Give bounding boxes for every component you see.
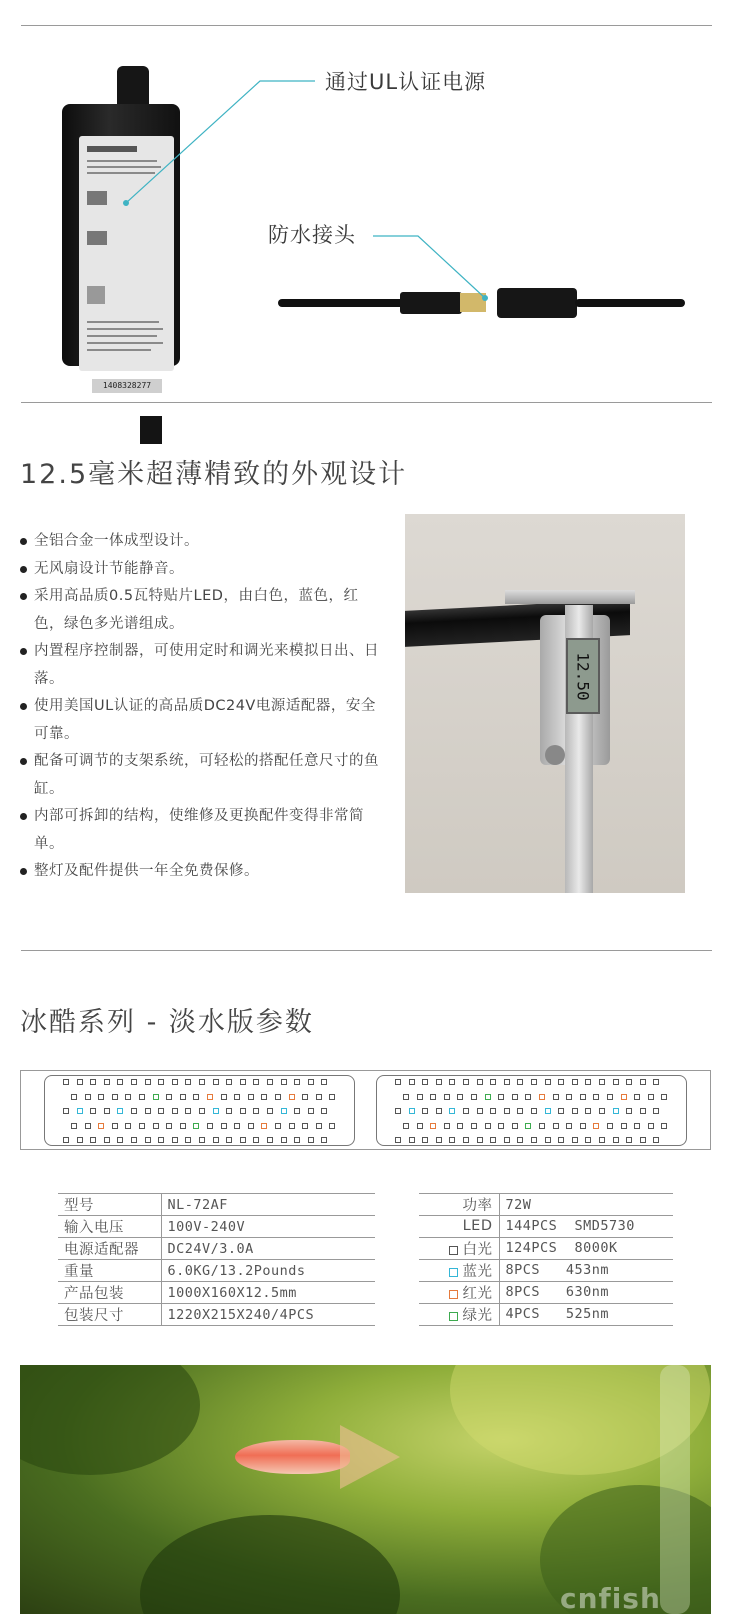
led-chip [477,1079,483,1085]
led-chip [558,1108,564,1114]
led-chip [302,1123,308,1129]
led-chip [172,1079,178,1085]
led-chip [457,1123,463,1129]
spec-row [58,1238,375,1260]
led-chip [553,1094,559,1100]
spec-value: 100V-240V [161,1216,375,1238]
spec-label-text: 重量 [64,1264,94,1280]
zebra-danio-fish [235,1440,350,1474]
led-chip [98,1123,104,1129]
led-chip [504,1137,510,1143]
led-chip [436,1079,442,1085]
led-chip [294,1137,300,1143]
led-chip [193,1123,199,1129]
spec-label [58,1194,161,1216]
led-chip [395,1137,401,1143]
led-chip [463,1108,469,1114]
spec-row [419,1237,673,1259]
led-chip [77,1137,83,1143]
spec-label-text: 功率 [462,1198,493,1214]
spec-value: 1220X215X240/4PCS [161,1304,375,1326]
led-chip [294,1079,300,1085]
led-chip [275,1094,281,1100]
led-chip [207,1094,213,1100]
spec-label-text: LED [462,1218,493,1235]
callout-leader-ul [120,78,320,208]
spec-label-text: 型号 [64,1198,94,1214]
led-chip [63,1137,69,1143]
caliper-thumbwheel [545,745,565,765]
feature-list [20,528,380,886]
callout-ul-certified: 通过UL认证电源 [325,70,487,94]
led-chip [485,1094,491,1100]
spec-label-text: 白光 [462,1241,493,1258]
led-chip [321,1137,327,1143]
led-chip [607,1123,613,1129]
spec-row [419,1216,673,1238]
led-chip [185,1137,191,1143]
spec-row [419,1259,673,1281]
led-chip [517,1108,523,1114]
led-chip [539,1123,545,1129]
led-chip [267,1137,273,1143]
led-chip [585,1079,591,1085]
led-chip [221,1123,227,1129]
spec-label [58,1216,161,1238]
color-swatch-icon [449,1290,458,1299]
led-chip [153,1094,159,1100]
led-chip [471,1094,477,1100]
led-chip [172,1108,178,1114]
feature-item: 内置程序控制器，可使用定时和调光来模拟日出、日落。 [20,638,380,693]
led-chip [444,1094,450,1100]
led-chip [422,1079,428,1085]
spec-label [58,1260,161,1282]
spec-value: 1000X160X12.5mm [161,1282,375,1304]
led-chip [553,1123,559,1129]
led-chip [648,1123,654,1129]
led-chip [321,1079,327,1085]
aquarium-fish-photo [20,1365,711,1614]
led-chip [71,1123,77,1129]
led-chip [85,1123,91,1129]
fish-tail [340,1425,400,1489]
led-chip [572,1108,578,1114]
led-chip [289,1123,295,1129]
spec-label [419,1259,499,1281]
led-chip [294,1108,300,1114]
spec-table-left [58,1193,375,1326]
led-chip [281,1137,287,1143]
spec-row [58,1260,375,1282]
led-chip [417,1123,423,1129]
callout-leader-waterproof [370,228,500,308]
led-chip [248,1123,254,1129]
led-chip [104,1079,110,1085]
led-chip [63,1108,69,1114]
led-chip [117,1137,123,1143]
led-chip [158,1079,164,1085]
led-chip [634,1094,640,1100]
led-chip [580,1094,586,1100]
led-chip [430,1094,436,1100]
led-chip [71,1094,77,1100]
led-chip [621,1094,627,1100]
led-chip [572,1079,578,1085]
spec-value: 144PCS SMD5730 [499,1216,673,1238]
led-chip [613,1108,619,1114]
spec-label [419,1303,499,1325]
led-chip [634,1123,640,1129]
led-chip [316,1123,322,1129]
spec-label-text: 蓝光 [462,1263,493,1280]
led-chip [485,1123,491,1129]
led-chip [640,1079,646,1085]
led-chip [302,1094,308,1100]
led-chip [281,1079,287,1085]
spec-value: 8PCS 630nm [499,1281,673,1303]
spec-label-text: 输入电压 [64,1220,124,1236]
led-chip [240,1108,246,1114]
led-chip [463,1137,469,1143]
led-chip [585,1137,591,1143]
spec-row [419,1303,673,1325]
color-swatch-icon [449,1246,458,1255]
led-chip [199,1108,205,1114]
led-chip [572,1137,578,1143]
led-chip [653,1079,659,1085]
led-chip [422,1108,428,1114]
led-chip [308,1108,314,1114]
led-chip [117,1079,123,1085]
feature-item: 内部可拆卸的结构，使维修及更换配件变得非常简单。 [20,803,380,858]
led-chip [463,1079,469,1085]
spec-heading: 冰酷系列 - 淡水版参数 [20,1007,314,1038]
spec-row [419,1194,673,1216]
led-chip [640,1137,646,1143]
led-chip [207,1123,213,1129]
led-chip [63,1079,69,1085]
led-chip [558,1079,564,1085]
led-chip [104,1108,110,1114]
led-chip [90,1079,96,1085]
caliper-display: 12.50 [566,638,600,714]
led-chip [599,1137,605,1143]
spec-label-text: 红光 [462,1285,493,1302]
led-chip [449,1108,455,1114]
led-chip [531,1137,537,1143]
led-chip [539,1094,545,1100]
feature-item: 整灯及配件提供一年全免费保修。 [20,858,380,886]
led-chip [607,1094,613,1100]
led-chip [621,1123,627,1129]
led-chip [267,1079,273,1085]
led-chip [449,1137,455,1143]
led-chip [599,1108,605,1114]
led-chip [517,1137,523,1143]
spec-value: 72W [499,1194,673,1216]
led-chip [566,1123,572,1129]
led-chip [253,1108,259,1114]
led-chip [504,1108,510,1114]
led-chip [131,1079,137,1085]
dc-socket [497,288,577,318]
led-chip [226,1108,232,1114]
led-chip [430,1123,436,1129]
led-chip [261,1123,267,1129]
led-chip [545,1108,551,1114]
led-chip [261,1094,267,1100]
feature-item: 采用高品质0.5瓦特贴片LED，由白色，蓝色，红色，绿色多光谱组成。 [20,583,380,638]
led-chip [308,1079,314,1085]
led-chip [112,1123,118,1129]
led-chip [199,1137,205,1143]
led-chip [613,1079,619,1085]
spec-label [419,1194,499,1216]
led-chip [139,1123,145,1129]
design-heading: 12.5毫米超薄精致的外观设计 [20,459,408,490]
led-chip [166,1123,172,1129]
led-chip [226,1079,232,1085]
spec-row [419,1281,673,1303]
feature-item: 配备可调节的支架系统，可轻松的搭配任意尺寸的鱼缸。 [20,748,380,803]
led-chip [145,1108,151,1114]
led-chip [240,1079,246,1085]
led-chip [166,1094,172,1100]
led-chip [471,1123,477,1129]
color-swatch-icon [449,1268,458,1277]
spec-label [419,1237,499,1259]
led-chip [498,1123,504,1129]
led-chip [417,1094,423,1100]
spec-label [58,1238,161,1260]
led-chip [436,1108,442,1114]
led-chip [613,1137,619,1143]
led-chip [275,1123,281,1129]
spec-value: 6.0KG/13.2Pounds [161,1260,375,1282]
led-chip [125,1123,131,1129]
led-chip [77,1079,83,1085]
led-chip [525,1123,531,1129]
led-chip [545,1079,551,1085]
led-chip [403,1123,409,1129]
led-chip [329,1123,335,1129]
led-chip [185,1108,191,1114]
spec-row [58,1282,375,1304]
divider-2 [21,402,712,403]
led-chip [661,1094,667,1100]
led-chip [213,1079,219,1085]
led-chip [599,1079,605,1085]
led-chip [281,1108,287,1114]
spec-label [419,1216,499,1238]
spec-label-text: 包装尺寸 [64,1308,124,1324]
led-chip [490,1108,496,1114]
led-chip [477,1137,483,1143]
spec-table-right [419,1193,673,1326]
led-chip [316,1094,322,1100]
led-chip [580,1123,586,1129]
led-chip [267,1108,273,1114]
led-chip [566,1094,572,1100]
led-chip [640,1108,646,1114]
led-chip [139,1094,145,1100]
watermark-logo: cnfish [560,1582,661,1614]
led-chip [90,1137,96,1143]
spec-label [58,1304,161,1326]
led-chip [329,1094,335,1100]
led-chip [289,1094,295,1100]
led-chip [490,1079,496,1085]
spec-value: NL-72AF [161,1194,375,1216]
led-chip [158,1137,164,1143]
led-chip [545,1137,551,1143]
led-chip [403,1094,409,1100]
led-chip [234,1094,240,1100]
feature-item: 使用美国UL认证的高品质DC24V电源适配器，安全可靠。 [20,693,380,748]
led-chip [213,1108,219,1114]
led-chip [253,1079,259,1085]
led-chip [490,1137,496,1143]
led-chip [117,1108,123,1114]
led-chip [98,1094,104,1100]
led-chip [104,1137,110,1143]
led-chip [585,1108,591,1114]
led-chip [626,1137,632,1143]
top-divider [21,25,712,26]
spec-row [58,1304,375,1326]
led-chip [395,1079,401,1085]
divider-3 [21,950,712,951]
led-chip [321,1108,327,1114]
led-chip [593,1094,599,1100]
callout-waterproof-connector: 防水接头 [268,223,356,247]
spec-label-text: 绿光 [462,1307,493,1324]
led-chip [248,1094,254,1100]
led-chip [409,1137,415,1143]
led-chip [193,1094,199,1100]
feature-item: 全铝合金一体成型设计。 [20,528,380,556]
led-chip [517,1079,523,1085]
spec-label-text: 电源适配器 [64,1242,139,1258]
led-chip [498,1094,504,1100]
led-chip [504,1079,510,1085]
spec-value: 8PCS 453nm [499,1259,673,1281]
spec-label [419,1281,499,1303]
led-chip [153,1123,159,1129]
led-chip [436,1137,442,1143]
led-chip [661,1123,667,1129]
led-chip [525,1094,531,1100]
caliper-jaw [505,590,635,604]
led-chip [558,1137,564,1143]
led-chip [90,1108,96,1114]
led-chip [253,1137,259,1143]
led-chip [199,1079,205,1085]
led-chip [653,1108,659,1114]
led-chip [240,1137,246,1143]
led-chip [449,1079,455,1085]
led-chip [172,1137,178,1143]
led-chip [593,1123,599,1129]
led-chip [234,1123,240,1129]
led-chip [185,1079,191,1085]
spec-label [58,1282,161,1304]
led-chip [131,1108,137,1114]
led-chip [653,1137,659,1143]
led-chip [85,1094,91,1100]
led-chip [112,1094,118,1100]
led-chip [626,1108,632,1114]
led-chip [308,1137,314,1143]
led-chip [180,1094,186,1100]
led-chip [409,1108,415,1114]
adapter-serial: 1408328277 [92,379,162,393]
led-chip [512,1094,518,1100]
feature-item: 无风扇设计节能静音。 [20,556,380,584]
led-chip [221,1094,227,1100]
led-chip [180,1123,186,1129]
spec-row [58,1194,375,1216]
led-chip [409,1079,415,1085]
led-chip [512,1123,518,1129]
led-chip [213,1137,219,1143]
led-chip [477,1108,483,1114]
led-chip [125,1094,131,1100]
led-chip [422,1137,428,1143]
spec-value: 4PCS 525nm [499,1303,673,1325]
spec-value: 124PCS 8000K [499,1237,673,1259]
led-chip [226,1137,232,1143]
led-chip [457,1094,463,1100]
led-chip [158,1108,164,1114]
dc-cable-right [575,299,685,307]
spec-label-text: 产品包装 [64,1286,124,1302]
led-chip [131,1137,137,1143]
led-chip [531,1079,537,1085]
color-swatch-icon [449,1312,458,1321]
led-chip [444,1123,450,1129]
led-chip [77,1108,83,1114]
led-chip [395,1108,401,1114]
led-chip [145,1079,151,1085]
led-chip [626,1079,632,1085]
spec-value: DC24V/3.0A [161,1238,375,1260]
led-chip [531,1108,537,1114]
spec-row [58,1216,375,1238]
led-chip [648,1094,654,1100]
led-chip [145,1137,151,1143]
